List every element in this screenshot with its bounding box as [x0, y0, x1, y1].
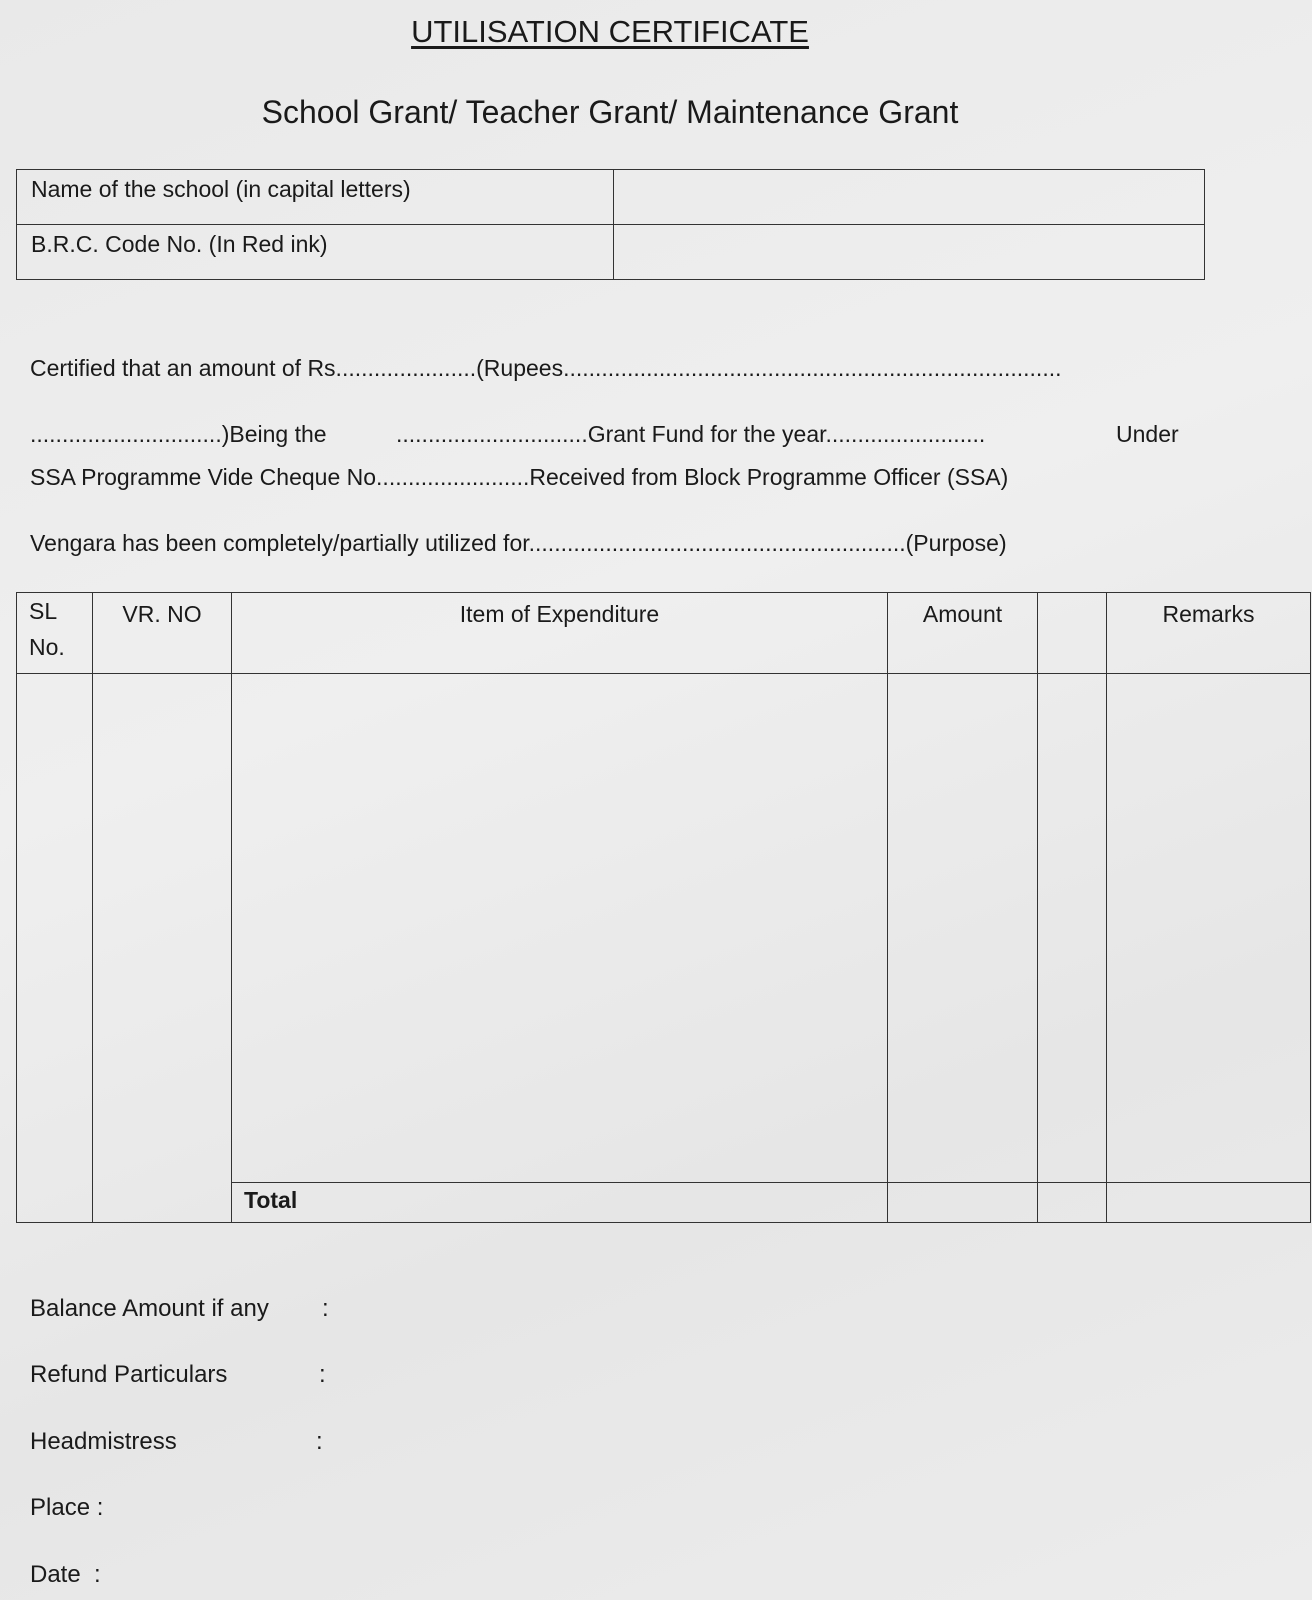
balance-amount-colon: : — [322, 1295, 329, 1322]
place-label: Place : — [30, 1494, 104, 1521]
header-vr-no: VR. NO — [93, 593, 232, 674]
table-row — [17, 170, 1205, 225]
brc-code-label: B.R.C. Code No. (In Red ink) — [17, 225, 614, 280]
school-name-label: Name of the school (in capital letters) — [17, 170, 614, 225]
total-amount-cell[interactable] — [888, 1183, 1038, 1223]
expenditure-table — [16, 592, 1311, 1223]
header-blank — [1038, 593, 1107, 674]
header-amount: Amount — [888, 593, 1038, 674]
amount-cell[interactable] — [888, 674, 1038, 1183]
sl-cell[interactable] — [17, 674, 93, 1223]
headmistress-colon: : — [316, 1428, 323, 1455]
headmistress-label: Headmistress — [30, 1428, 177, 1455]
header-remarks: Remarks — [1107, 593, 1311, 674]
blank-cell[interactable] — [1038, 674, 1107, 1183]
document-title: UTILISATION CERTIFICATE — [411, 14, 809, 49]
brc-code-field[interactable] — [614, 225, 1205, 280]
header-sl-no: SL No. — [17, 593, 93, 674]
table-row — [17, 674, 1311, 1183]
total-remarks-cell[interactable] — [1107, 1183, 1311, 1223]
refund-particulars-colon: : — [319, 1361, 326, 1388]
item-cell[interactable] — [232, 674, 888, 1183]
total-label: Total — [232, 1183, 888, 1223]
remarks-cell[interactable] — [1107, 674, 1311, 1183]
certificate-line-2c: Under — [1116, 421, 1179, 447]
refund-particulars-label: Refund Particulars — [30, 1361, 228, 1388]
vr-cell[interactable] — [93, 674, 232, 1223]
header-item: Item of Expenditure — [232, 593, 888, 674]
header-row — [17, 593, 1311, 674]
total-blank-cell[interactable] — [1038, 1183, 1107, 1223]
balance-amount-label: Balance Amount if any — [30, 1295, 269, 1322]
certificate-line-2a: ..............................)Being the — [30, 421, 327, 447]
certificate-line-2b: ..............................Grant Fund for the year......................... — [396, 421, 986, 447]
certificate-line-1: Certified that an amount of Rs......................(Rupees.............................................................................. — [30, 355, 1062, 381]
certificate-line-4: Vengara has been completely/partially utilized for...........................................................(Purpose) — [30, 530, 1007, 556]
certificate-line-3: SSA Programme Vide Cheque No........................Received from Block Programme Officer (SSA) — [30, 464, 1009, 490]
table-row — [17, 225, 1205, 280]
document-subtitle: School Grant/ Teacher Grant/ Maintenance Grant — [261, 94, 959, 130]
school-name-field[interactable] — [614, 170, 1205, 225]
school-info-table — [16, 169, 1205, 280]
date-label: Date : — [30, 1561, 101, 1588]
